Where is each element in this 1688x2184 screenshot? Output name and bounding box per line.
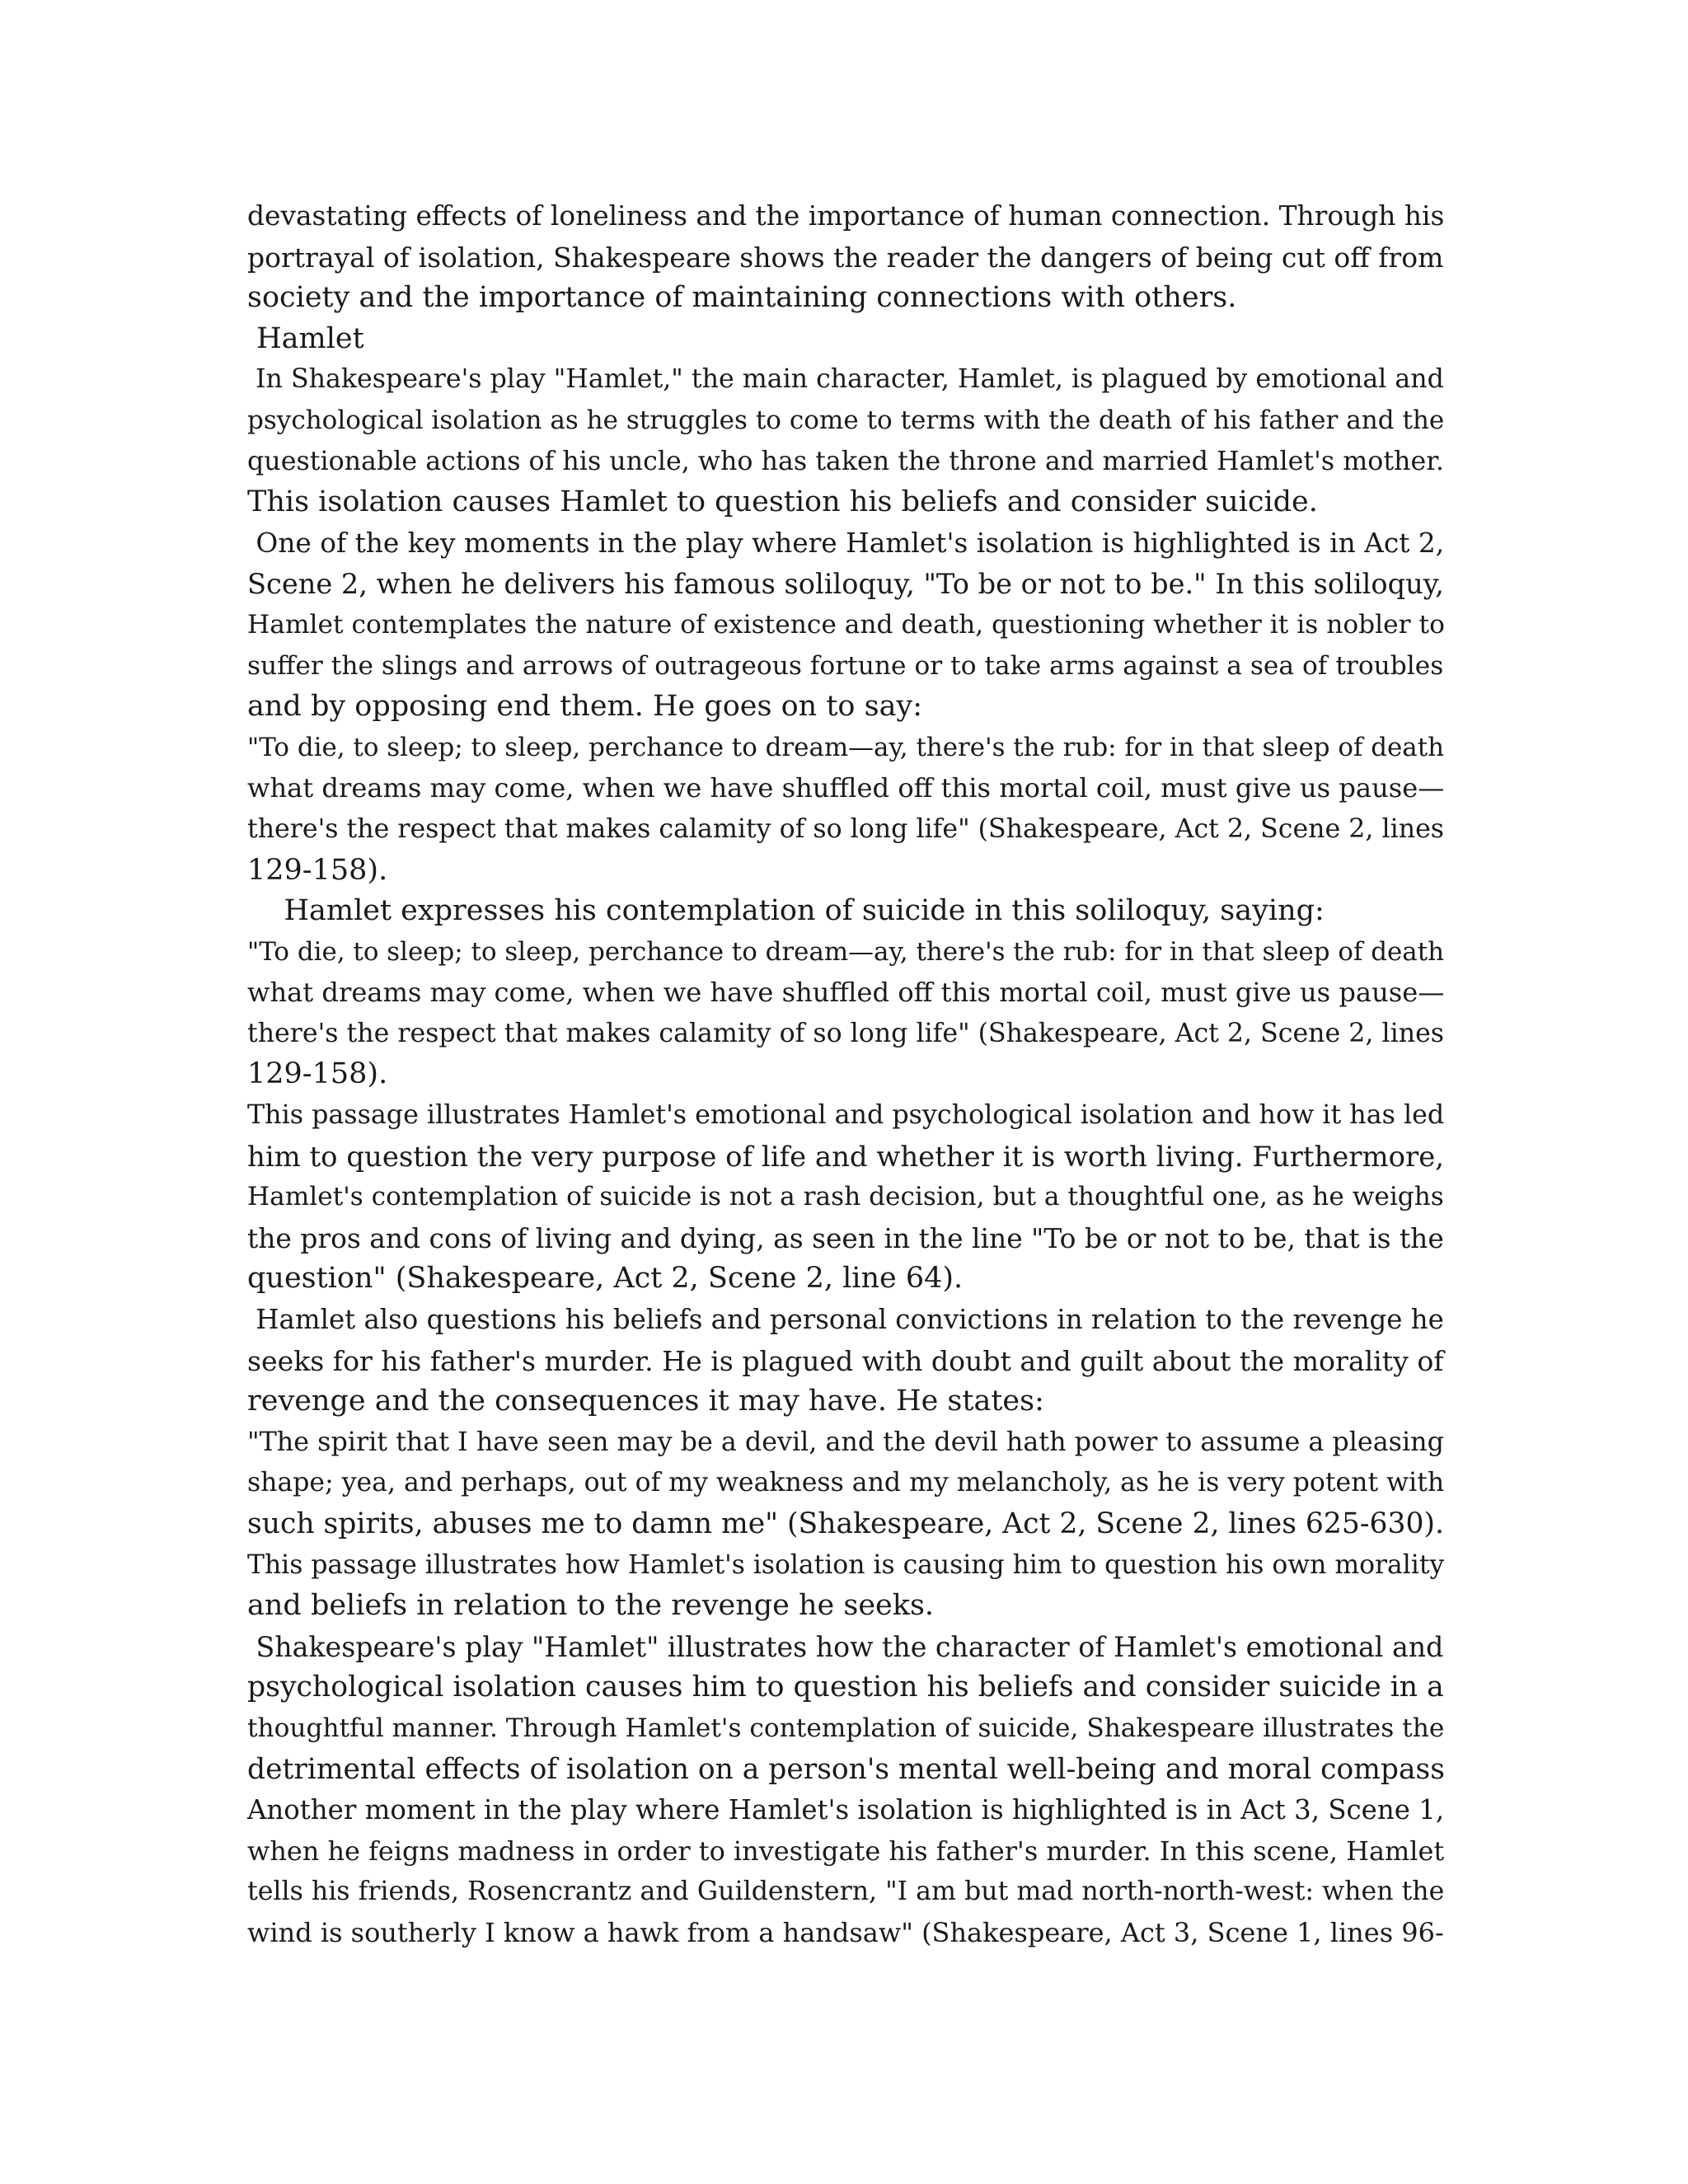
text-line: wind is southerly I know a hawk from a handsaw" (Shakespeare, Act 3, Scene 1, lines 96- (247, 1916, 1444, 1948)
text-line: Scene 2, when he delivers his famous soliloquy, "To be or not to be." In this soliloquy, (247, 568, 1444, 601)
text-line: the pros and cons of living and dying, as seen in the line "To be or not to be, that is the (247, 1221, 1444, 1254)
text-line: and by opposing end them. He goes on to say: (247, 690, 922, 724)
text-line: suffer the slings and arrows of outrageous fortune or to take arms against a sea of troubles (247, 650, 1444, 681)
text-line: 129-158). (247, 1057, 388, 1091)
text-line: In Shakespeare's play "Hamlet," the main character, Hamlet, is plagued by emotional and (247, 364, 1444, 395)
text-line: devastating effects of loneliness and the importance of human connection. Through his (247, 200, 1445, 232)
text-line: society and the importance of maintaining connections with others. (247, 281, 1237, 315)
text-line: what dreams may come, when we have shuffled off this mortal coil, must give us pause— (247, 977, 1445, 1009)
text-line: Hamlet (247, 321, 364, 355)
text-line: there's the respect that makes calamity of so long life" (Shakespeare, Act 2, Scene 2, lines (247, 1018, 1444, 1048)
text-line: psychological isolation as he struggles to come to terms with the death of his father and the (247, 405, 1445, 435)
text-line: Hamlet's contemplation of suicide is not a rash decision, but a thoughtful one, as he weighs (247, 1182, 1444, 1212)
text-line: question" (Shakespeare, Act 2, Scene 2, line 64). (247, 1262, 964, 1296)
text-line: detrimental effects of isolation on a person's mental well-being and moral compass (247, 1752, 1445, 1786)
text-line: Hamlet expresses his contemplation of suicide in this soliloquy, saying: (247, 894, 1325, 928)
text-line: "To die, to sleep; to sleep, perchance to dream—ay, there's the rub: for in that sleep of death (247, 732, 1445, 762)
text-line: such spirits, abuses me to damn me" (Shakespeare, Act 2, Scene 2, lines 625-630). (247, 1507, 1444, 1540)
text-line: thoughtful manner. Through Hamlet's contemplation of suicide, Shakespeare illustrates the (247, 1713, 1445, 1743)
text-line: 129-158). (247, 853, 388, 887)
text-line: This isolation causes Hamlet to question his beliefs and consider suicide. (247, 485, 1318, 519)
text-line: This passage illustrates Hamlet's emotional and psychological isolation and how it has led (247, 1100, 1445, 1131)
text-line: Hamlet contemplates the nature of existence and death, questioning whether it is nobler to (247, 609, 1445, 640)
text-line: him to question the very purpose of life and whether it is worth living. Furthermore, (247, 1140, 1445, 1173)
text-line: Shakespeare's play "Hamlet" illustrates how the character of Hamlet's emotional and (247, 1630, 1444, 1663)
text-line: Hamlet also questions his beliefs and personal convictions in relation to the revenge he (247, 1304, 1444, 1336)
text-line: shape; yea, and perhaps, out of my weakness and my melancholy, as he is very potent with (247, 1468, 1445, 1498)
text-line: there's the respect that makes calamity of so long life" (Shakespeare, Act 2, Scene 2, lines (247, 813, 1444, 844)
text-line: portrayal of isolation, Shakespeare shows the reader the dangers of being cut off from (247, 241, 1444, 274)
text-line: "To die, to sleep; to sleep, perchance to dream—ay, there's the rub: for in that sleep of death (247, 936, 1445, 967)
text-line: when he feigns madness in order to investigate his father's murder. In this scene, Hamlet (247, 1835, 1445, 1867)
text-line: psychological isolation causes him to question his beliefs and consider suicide in a (247, 1671, 1444, 1704)
text-line: tells his friends, Rosencrantz and Guildenstern, "I am but mad north-north-west: when the (247, 1877, 1445, 1907)
text-line: One of the key moments in the play where Hamlet's isolation is highlighted is in Act 2, (247, 527, 1445, 559)
text-line: Another moment in the play where Hamlet's isolation is highlighted is in Act 3, Scene 1, (247, 1794, 1445, 1826)
text-line: and beliefs in relation to the revenge he seeks. (247, 1589, 935, 1623)
text-line: This passage illustrates how Hamlet's isolation is causing him to question his own morality (247, 1549, 1445, 1580)
body-text (247, 196, 1451, 1954)
text-line: what dreams may come, when we have shuffled off this mortal coil, must give us pause— (247, 772, 1445, 804)
text-line: questionable actions of his uncle, who has taken the throne and married Hamlet's mother. (247, 446, 1444, 476)
text-line: "The spirit that I have seen may be a devil, and the devil hath power to assume a pleasing (247, 1427, 1444, 1457)
text-line: seeks for his father's murder. He is plagued with doubt and guilt about the morality of (247, 1344, 1444, 1377)
text-line: revenge and the consequences it may have. He states: (247, 1385, 1044, 1418)
